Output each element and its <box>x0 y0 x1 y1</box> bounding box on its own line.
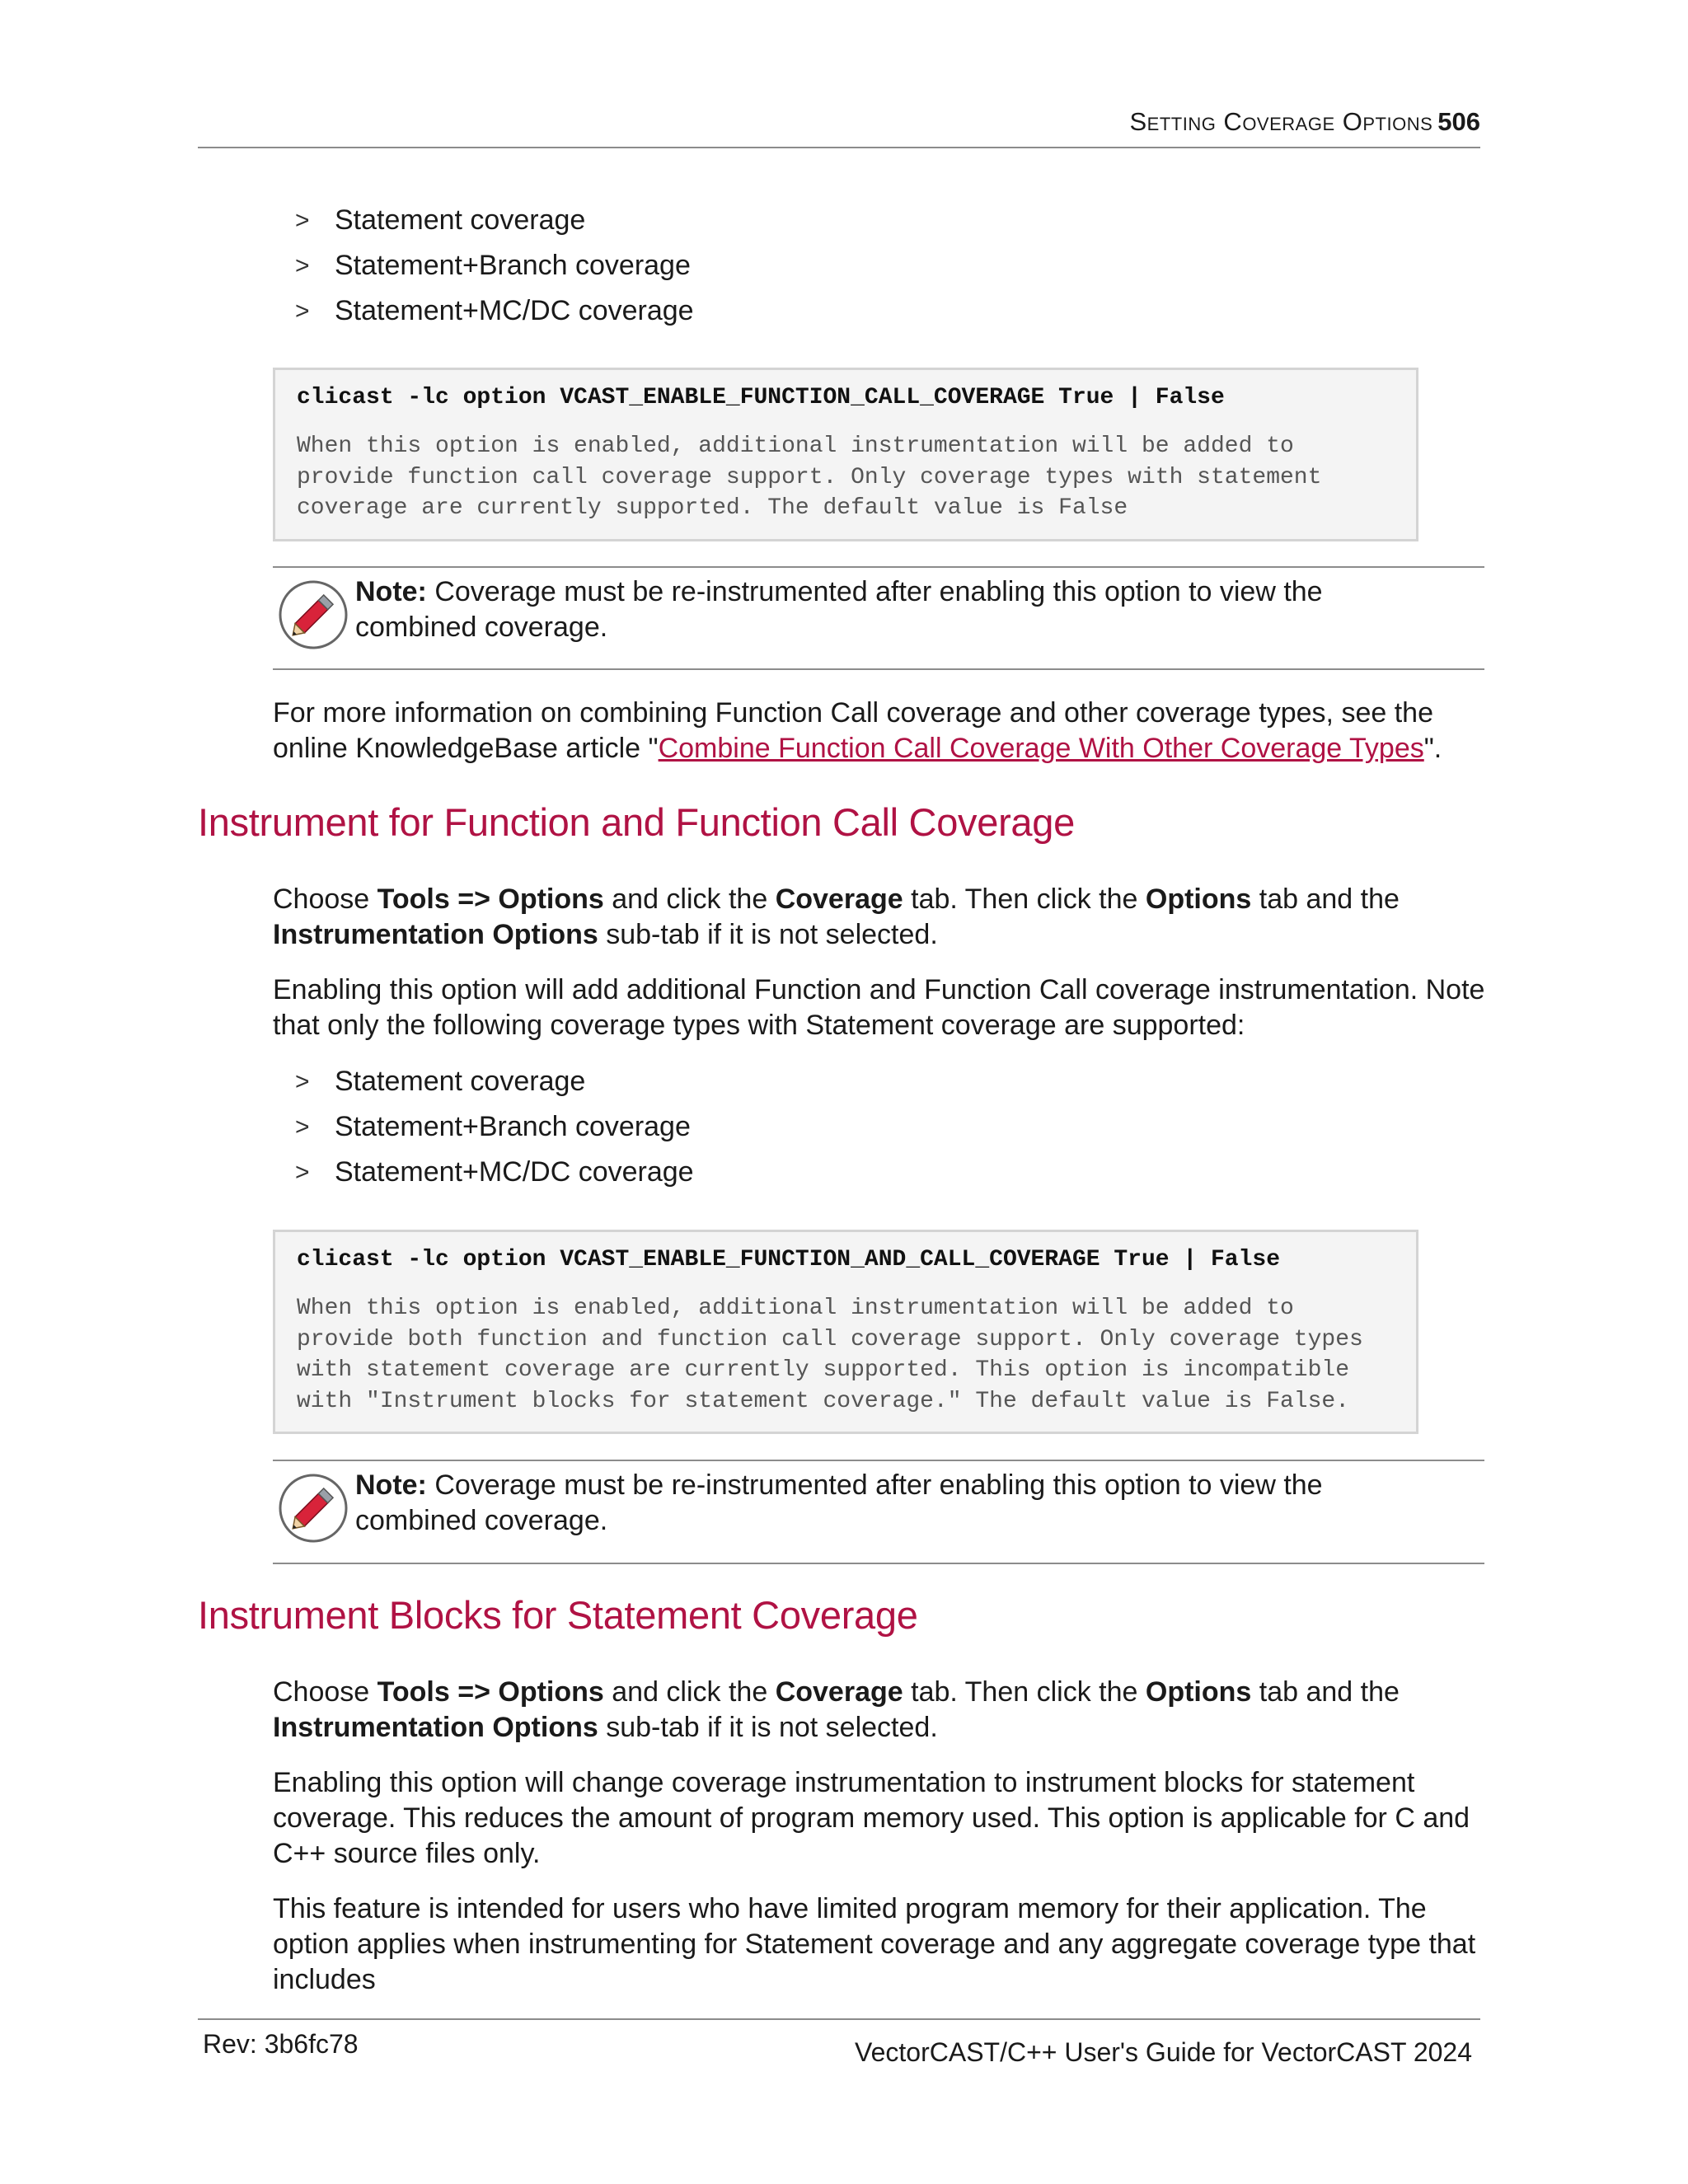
footer-rule <box>198 2018 1480 2020</box>
paragraph: Enabling this option will change coverage instrumentation to instrument blocks for statement coverage. This reduces the amount of program memory used. This option is applicable for C and C++ source files only. <box>273 1767 1470 1869</box>
code-description-line: with "Instrument blocks for statement coverage." The default value is False. <box>297 1388 1350 1414</box>
running-header <box>198 107 1480 148</box>
note-label: Note: <box>355 576 427 607</box>
list-marker: > <box>295 1158 310 1186</box>
code-command: clicast -lc option VCAST_ENABLE_FUNCTION_AND_CALL_COVERAGE True | False <box>297 1247 1280 1272</box>
paragraph <box>273 882 1493 953</box>
list-item <box>295 1150 694 1195</box>
paragraph-text: tab and the <box>1251 883 1400 915</box>
list-item-text: Statement+Branch coverage <box>335 250 691 281</box>
paragraph: Enabling this option will add additional Function and Function Call coverage instrumentation. Note that only the following coverage types with Statement coverage are supported: <box>273 974 1485 1041</box>
list-item-text: Statement+MC/DC coverage <box>335 295 694 326</box>
code-description-line: provide function call coverage support. Only coverage types with statement <box>297 464 1322 490</box>
list-item <box>295 1059 694 1104</box>
pencil-note-icon <box>278 579 349 650</box>
pencil-note-icon <box>278 1473 349 1544</box>
code-command: clicast -lc option VCAST_ENABLE_FUNCTION_CALL_COVERAGE True | False <box>297 385 1225 410</box>
code-description-line: When this option is enabled, additional instrumentation will be added to <box>297 434 1294 459</box>
section-heading: Instrument Blocks for Statement Coverage <box>198 1593 918 1637</box>
list-item <box>295 288 694 334</box>
paragraph-text: tab. Then click the <box>903 1676 1146 1708</box>
list-marker: > <box>295 251 310 279</box>
list-item <box>295 1104 694 1150</box>
list-item-text: Statement coverage <box>335 204 586 236</box>
tab-name: Coverage <box>775 1676 903 1708</box>
code-block <box>273 1230 1418 1434</box>
paragraph-text: sub-tab if it is not selected. <box>598 919 938 950</box>
tab-name: Coverage <box>775 883 903 915</box>
document-title: VectorCAST/C++ User's Guide for VectorCAST 2024 <box>855 2037 1472 2067</box>
code-description-line: When this option is enabled, additional instrumentation will be added to <box>297 1296 1294 1321</box>
note-text <box>355 1468 1451 1539</box>
knowledgebase-link[interactable]: Combine Function Call Coverage With Other Coverage Types <box>658 733 1424 764</box>
note-text <box>355 574 1451 645</box>
paragraph-text: tab. Then click the <box>903 883 1146 915</box>
paragraph-text: For more information on combining Function Call coverage and other coverage types, see the online KnowledgeBase article " <box>273 697 1433 764</box>
note-body: Coverage must be re-instrumented after enabling this option to view the combined coverage. <box>355 1469 1323 1536</box>
paragraph-text: sub-tab if it is not selected. <box>598 1712 938 1743</box>
note-body: Coverage must be re-instrumented after enabling this option to view the combined coverage. <box>355 576 1323 643</box>
list-marker: > <box>295 1113 310 1141</box>
paragraph-text: and click the <box>603 883 776 915</box>
menu-path: Tools => Options <box>377 1676 604 1708</box>
paragraph-text: Choose <box>273 1676 377 1708</box>
paragraph: This feature is intended for users who have limited program memory for their application. The option applies when instrumenting for Statement coverage and any aggregate coverage type that includes <box>273 1893 1476 1995</box>
list-item-text: Statement coverage <box>335 1066 586 1097</box>
tab-name: Options <box>1145 1676 1252 1708</box>
subtab-name: Instrumentation Options <box>273 919 598 950</box>
list-item <box>295 243 694 288</box>
paragraph-text: and click the <box>603 1676 776 1708</box>
note-label: Note: <box>355 1469 427 1501</box>
menu-path: Tools => Options <box>377 883 604 915</box>
tab-name: Options <box>1145 883 1252 915</box>
list-item-text: Statement+Branch coverage <box>335 1111 691 1142</box>
note-box <box>273 566 1484 670</box>
list-item <box>295 198 694 243</box>
knowledgebase-paragraph <box>273 696 1493 766</box>
list-marker: > <box>295 206 310 234</box>
code-block <box>273 368 1418 541</box>
coverage-type-list <box>295 1059 694 1195</box>
list-marker: > <box>295 1067 310 1095</box>
revision-label: Rev: 3b6fc78 <box>203 2029 359 2059</box>
paragraph-text: ". <box>1423 733 1442 764</box>
subtab-name: Instrumentation Options <box>273 1712 598 1743</box>
page-number: 506 <box>1437 107 1480 136</box>
section-heading: Instrument for Function and Function Call Coverage <box>198 800 1075 844</box>
code-description-line: provide both function and function call coverage support. Only coverage types <box>297 1326 1363 1352</box>
code-description-line: with statement coverage are currently supported. This option is incompatible <box>297 1357 1350 1383</box>
paragraph-text: Choose <box>273 883 377 915</box>
list-item-text: Statement+MC/DC coverage <box>335 1156 694 1188</box>
note-box <box>273 1460 1484 1564</box>
paragraph-text: tab and the <box>1251 1676 1400 1708</box>
paragraph <box>273 1675 1493 1746</box>
coverage-type-list <box>295 198 694 334</box>
running-header-title: Setting Coverage Options <box>1129 107 1433 136</box>
code-description-line: coverage are currently supported. The default value is False <box>297 495 1128 521</box>
list-marker: > <box>295 297 310 325</box>
